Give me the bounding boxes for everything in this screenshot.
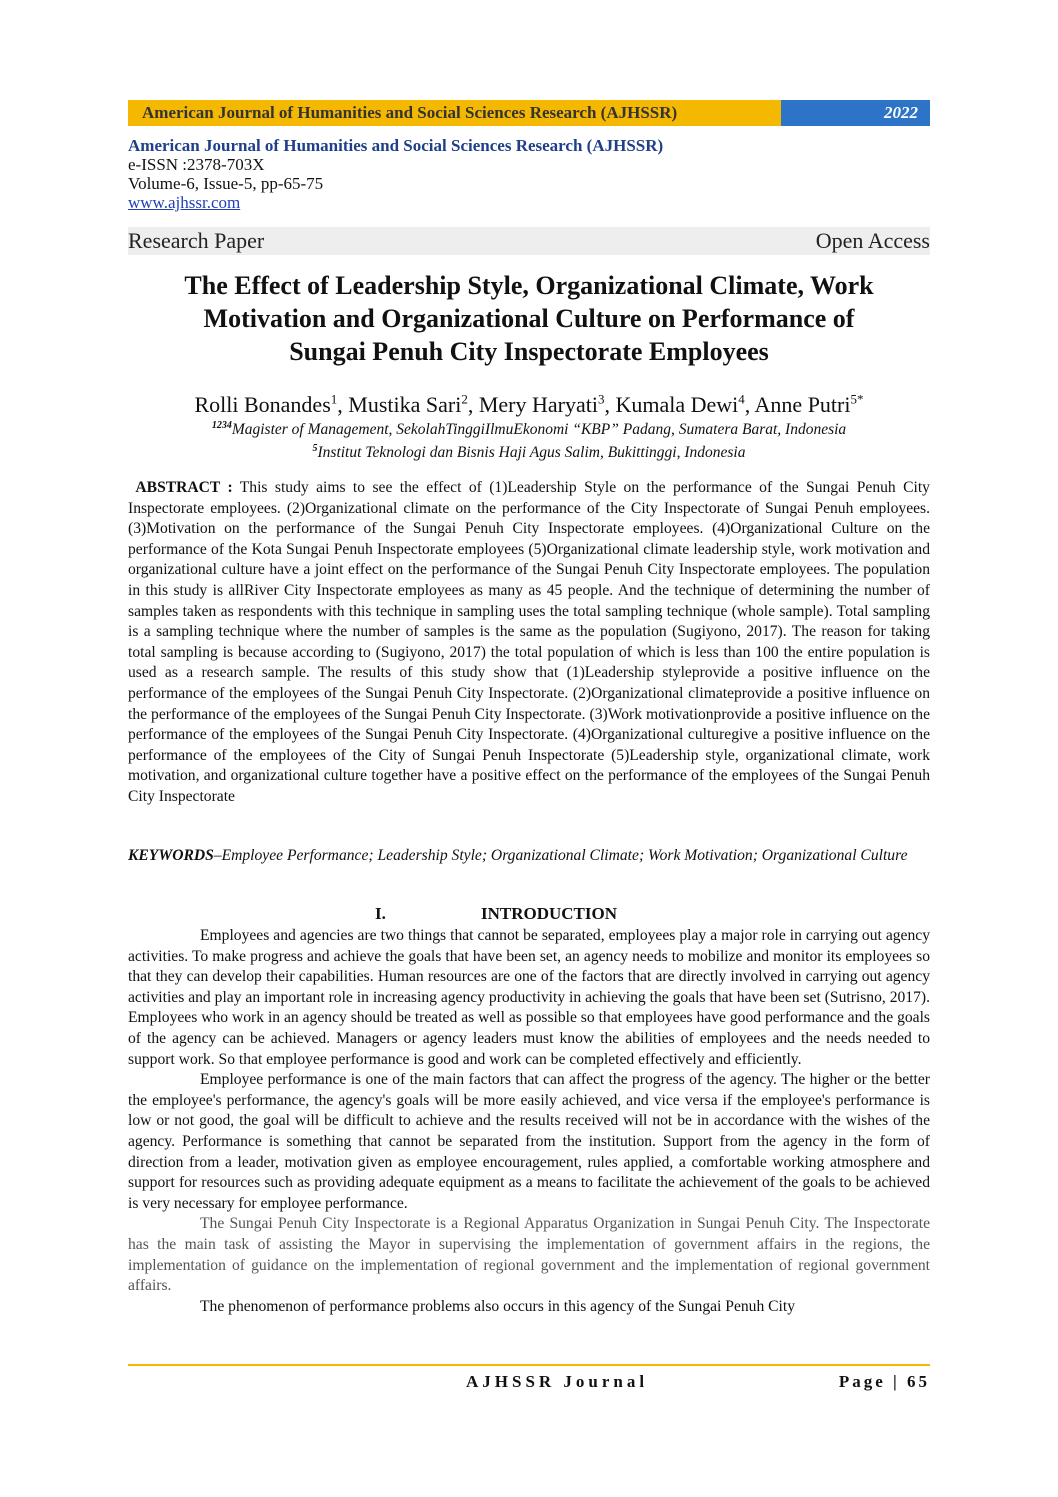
- running-header-year: 2022: [781, 100, 930, 126]
- keywords-text: –Employee Performance; Leadership Style; Organizational Climate; Work Motivation; Organizational Culture: [213, 847, 908, 864]
- access-type: Open Access: [815, 228, 930, 253]
- footer-journal: AJHSSR Journal: [466, 1372, 649, 1391]
- title-line: The Effect of Leadership Style, Organizational Climate, Work: [184, 271, 874, 300]
- introduction-body: [128, 926, 930, 1317]
- page-footer: [128, 1372, 930, 1398]
- affiliations: [128, 416, 930, 462]
- affiliation: $^5$Institut Teknologi dan Bisnis Haji Agus Salim, Bukittinggi, Indonesia: [312, 443, 746, 462]
- author: Anne Putri$^{5*}$: [754, 392, 864, 418]
- page-number: Page | 65: [838, 1372, 930, 1391]
- title-line: Motivation and Organizational Culture on Performance of: [203, 304, 855, 333]
- section-number: I.: [375, 904, 386, 923]
- paper-type: Research Paper: [128, 228, 265, 253]
- running-header-journal: American Journal of Humanities and Social Sciences Research (AJHSSR): [128, 100, 781, 126]
- abstract: [128, 478, 930, 808]
- paragraph: The Sungai Penuh City Inspectorate is a Regional Apparatus Organization in Sungai Penuh City. The Inspectorate has the main task of assisting the Mayor in supervising the implementation of government affairs in the regions, the implementation of guidance on the implementation of regional government and the implementation of regional government affairs.: [128, 1215, 930, 1295]
- section-title: INTRODUCTION: [481, 904, 618, 923]
- running-header: [128, 100, 930, 126]
- affiliation: $^{1234}$Magister of Management, SekolahTinggiIlmuEkonomi “KBP” Padang, Sumatera Barat, Indonesia: [211, 420, 847, 439]
- issn: e-ISSN :2378-703X: [128, 155, 265, 174]
- author: Kumala Dewi$^4$: [615, 392, 745, 418]
- paragraph: Employees and agencies are two things that cannot be separated, employees play a major role in carrying out agency activities. To make progress and achieve the goals that have been set, an agency needs to mobilize and monitor its employees so that they can develop their capabilities. Human resources are one of the factors that are directly involved in carrying out agency activities and play an important role in increasing agency productivity in achieving the goals that have been set (Sutrisno, 2017). Employees who work in an agency should be treated as well as possible so that employees have good performance and the goals of the agency can be achieved. Managers or agency leaders must know the abilities of employees and the needs needed to support work. So that employee performance is good and work can be completed effectively and efficiently.: [128, 927, 930, 1068]
- paper-title: [128, 269, 930, 368]
- author: Rolli Bonandes$^1$: [194, 392, 338, 418]
- author: Mery Haryati$^3$: [478, 392, 605, 418]
- paragraph: The phenomenon of performance problems also occurs in this agency of the Sungai Penuh City: [200, 1297, 796, 1315]
- author-list: Rolli Bonandes$^1$, Mustika Sari$^2$, Mery Haryati$^3$, Kumala Dewi$^4$, Anne Putri$^{5*}$: [194, 392, 864, 418]
- abstract-text: This study aims to see the effect of (1)Leadership Style on the performance of the Sungai Penuh City Inspectorate employees. (2)Organizational climate on the performance of the City Inspectorate of Sungai Penuh employees.(3)Motivation on the performance of the Sungai Penuh City Inspectorate employees. (4)Organizational Culture on the performance of the Kota Sungai Penuh Inspectorate employees (5)Organizational climate leadership style, work motivation and organizational culture have a joint effect on the performance of the Sungai Penuh City Inspectorate employees. The population in this study is allRiver City Inspectorate employees as many as 45 people. And the technique of determining the number of samples taken as respondents with this technique in sampling uses the total sampling technique (whole sample). Total sampling is a sampling technique where the number of samples is the same as the population (Sugiyono, 2017). The reason for taking total sampling is because according to (Sugiyono, 2017) the total population of which is less than 100 the entire population is used as a research sample. The results of this study show that (1)Leadership styleprovide a positive influence on the performance of the employees of the Sungai Penuh City Inspectorate. (2)Organizational climateprovide a positive influence on the performance of the employees of the Sungai Penuh City Inspectorate. (3)Work motivationprovide a positive influence on the performance of the employees of the Sungai Penuh City Inspectorate. (4)Organizational culturegive a positive influence on the performance of the employees of the City of Sungai Penuh Inspectorate (5)Leadership style, organizational climate, work motivation, and organizational culture together have a positive effect on the performance of the employees of the Sungai Penuh City Inspectorate: [128, 479, 930, 805]
- keywords-label: KEYWORDS: [128, 847, 214, 864]
- journal-url-link[interactable]: www.ajhssr.com: [128, 193, 241, 212]
- footer-divider: [128, 1364, 930, 1366]
- volume-info: Volume-6, Issue-5, pp-65-75: [128, 174, 324, 193]
- author: Mustika Sari$^2$: [348, 392, 468, 418]
- abstract-label: ABSTRACT :: [135, 479, 233, 496]
- journal-name: American Journal of Humanities and Social Sciences Research (AJHSSR): [128, 136, 664, 155]
- title-line: Sungai Penuh City Inspectorate Employees: [289, 337, 769, 366]
- keywords: [128, 846, 930, 867]
- paragraph: Employee performance is one of the main factors that can affect the progress of the agency. The higher or the better the employee's performance, the agency's goals will be more easily achieved, and vice versa if the employee's performance is low or not good, the goal will be difficult to achieve and the results received will not be in accordance with the wishes of the agency. Performance is something that cannot be separated from the institution. Support from the agency in the form of direction from a leader, motivation given as employee encouragement, rules applied, a comfortable working atmosphere and support for resources such as providing adequate equipment as a means to facilitate the achievement of the goals to be achieved is very necessary for employee performance.: [128, 1071, 930, 1212]
- paper-type-bar: [128, 227, 930, 255]
- journal-meta: [128, 136, 930, 212]
